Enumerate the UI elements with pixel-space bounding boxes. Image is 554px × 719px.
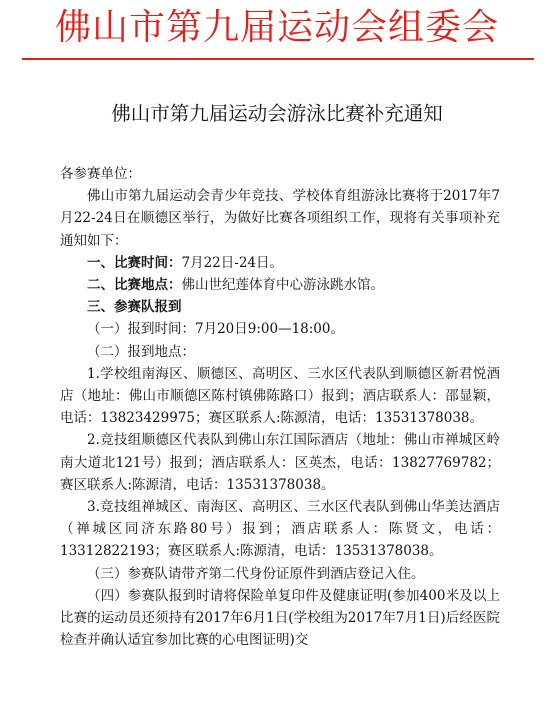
letterhead-divider [22,58,534,60]
document-body [60,163,500,651]
section-venue-heading: 二、比赛地点： [87,277,182,294]
section-venue-value: 佛山世纪莲体育中心游泳跳水馆。 [181,277,384,294]
letterhead: 佛山市第九届运动会组委会 [54,7,499,48]
salutation: 各参赛单位： [60,166,141,182]
checkin-place-item: 1.学校组南海区、顺德区、高明区、三水区代表队到顺德区新君悦酒店（地址：佛山市顺德区陈村镇佛陈路口）报到；酒店联系人：邵显颖，电话：13823429975；赛区联系人:陈源清，电话：13531378038。 [60,365,500,427]
section-time [60,252,500,274]
intro-paragraph: 佛山市第九届运动会青少年竞技、学校体育组游泳比赛将于2017年7月22-24日在顺德区举行，为做好比赛各项组织工作，现将有关事项补充通知如下： [60,188,500,249]
checkin-note: （三）参赛队请带齐第二代身份证原件到酒店登记入住。 [87,565,425,582]
document-title: 佛山市第九届运动会游泳比赛补充通知 [111,102,443,125]
checkin-note: （四）参赛队报到时请将保险单复印件及健康证明(参加400米及以上比赛的运动员还须持有2017年6月1日(学校组为2017年7月1日)后经医院检查并确认适宜参加比赛的心电图证明)交 [60,587,500,649]
checkin-place-heading: （二）报到地点： [87,343,195,360]
checkin-time: （一）报到时间：7月20日9:00—18:00。 [87,321,344,338]
section-venue [60,274,500,296]
section-time-heading: 一、比赛时间： [87,254,182,271]
checkin-place-item: 2.竞技组顺德区代表队到佛山东江国际酒店（地址：佛山市禅城区岭南大道北121号）报到；酒店联系人：区英杰，电话：13827769782；赛区联系人:陈源清，电话：13531378038。 [60,432,500,493]
section-time-value: 7月22日-24日。 [181,254,284,271]
section-checkin-heading: 三、参赛队报到 [87,299,182,316]
checkin-place-item: 3.竞技组禅城区、南海区、高明区、三水区代表队到佛山华美达酒店（禅城区同济东路80号）报到；酒店联系人：陈贤文，电话：13312822193；赛区联系人:陈源清，电话：13531378038。 [60,499,500,560]
